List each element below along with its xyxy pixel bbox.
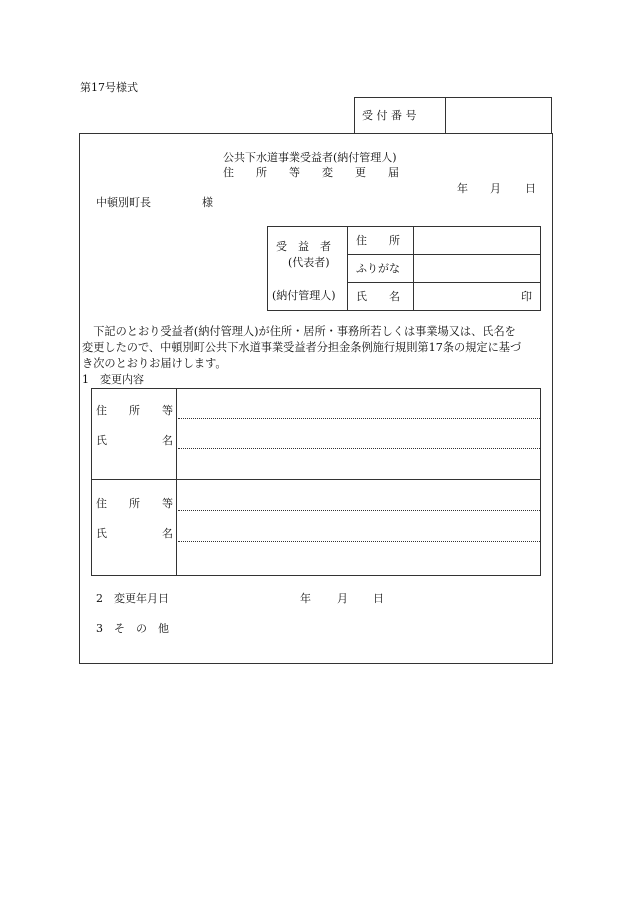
form-title: 公共下水道事業受益者(納付管理人) [223, 151, 397, 164]
section-2-heading: 2 変更年月日 [96, 592, 169, 605]
applicant-divider-2 [413, 226, 414, 311]
applicant-role-representative: (代表者) [288, 256, 330, 269]
change-content-divider [176, 388, 177, 576]
block-1-name-line [178, 448, 540, 449]
body-text-line-3: き次のとおりお届けします。 [82, 357, 227, 370]
body-text-line-2: 変更したので、中頓別町公共下水道事業受益者分担金条例施行規則第17条の規定に基づ [82, 341, 522, 354]
applicant-role-manager: (納付管理人) [272, 289, 336, 302]
applicant-address-label: 住 所 [356, 234, 400, 247]
other-notes-field[interactable] [175, 618, 540, 658]
applicant-address-field[interactable] [415, 227, 540, 253]
change-date-day-label: 日 [373, 592, 384, 605]
applicant-divider-1 [347, 226, 348, 311]
seal-mark: 印 [521, 290, 532, 303]
section-3-heading: 3 そ の 他 [96, 622, 169, 635]
form-number: 第17号様式 [80, 81, 138, 94]
applicant-name-label: 氏 名 [356, 290, 400, 303]
change-block-separator [91, 479, 541, 480]
body-text-line-1: 下記のとおり受益者(納付管理人)が住所・居所・事務所若しくは事業場又は、氏名を [82, 325, 516, 338]
date-month-label: 月 [490, 182, 501, 195]
applicant-role: 受 益 者 [276, 240, 331, 253]
block-2-address-label: 住 所 等 [96, 497, 173, 510]
addressee-name: 中頓別町長 [96, 196, 151, 209]
form-title-sub: 住 所 等 変 更 届 [223, 166, 399, 179]
block-2-name-field[interactable] [178, 523, 540, 540]
applicant-name-field[interactable] [415, 283, 515, 310]
block-1-address-line [178, 418, 540, 419]
block-1-address-field[interactable] [178, 400, 540, 417]
applicant-furigana-label: ふりがな [356, 262, 400, 275]
block-1-name-field[interactable] [178, 430, 540, 447]
receipt-number-field[interactable] [447, 98, 551, 133]
addressee-honorific: 様 [202, 196, 213, 209]
block-2-name-line [178, 541, 540, 542]
block-2-name-label: 氏 名 [96, 527, 173, 540]
date-year-label: 年 [457, 182, 468, 195]
change-date-month-label: 月 [337, 592, 348, 605]
block-1-address-label: 住 所 等 [96, 404, 173, 417]
block-1-name-label: 氏 名 [96, 434, 173, 447]
block-2-address-line [178, 510, 540, 511]
section-1-heading: 1 変更内容 [82, 373, 144, 386]
receipt-divider [445, 97, 446, 134]
change-date-year-label: 年 [300, 592, 311, 605]
date-day-label: 日 [525, 182, 536, 195]
receipt-number-label: 受 付 番 号 [362, 109, 417, 122]
block-2-address-field[interactable] [178, 492, 540, 509]
applicant-furigana-field[interactable] [415, 255, 540, 281]
